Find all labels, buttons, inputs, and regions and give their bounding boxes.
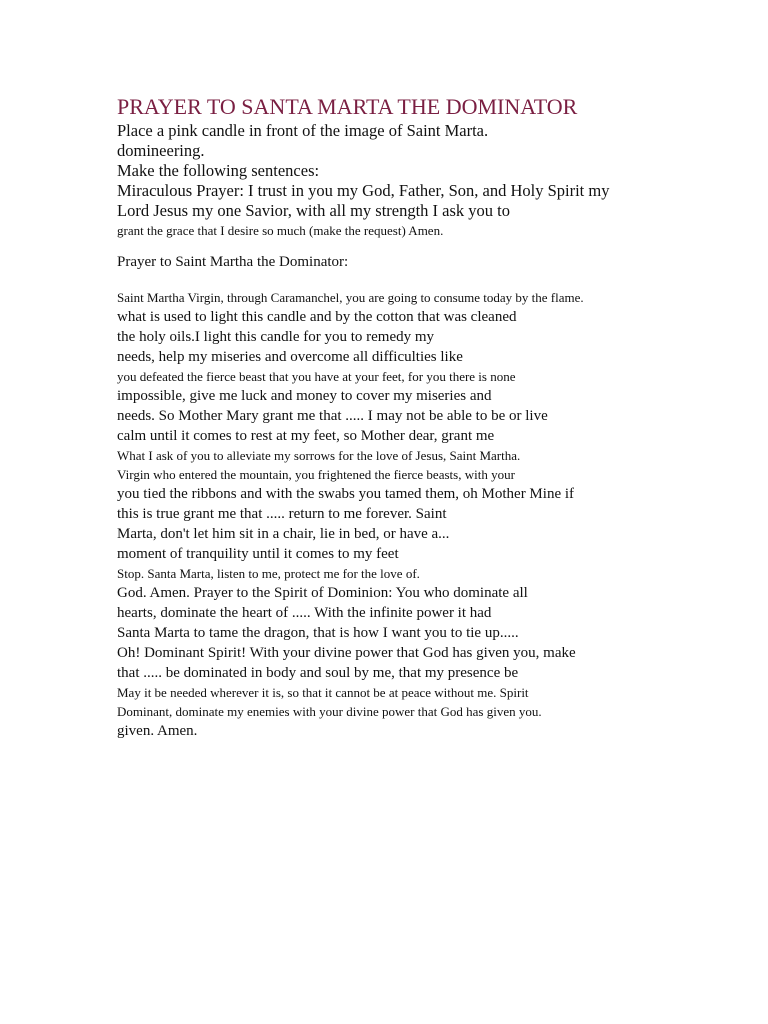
text-line: Saint Martha Virgin, through Caramanchel, you are going to consume today by the flame. <box>117 290 584 305</box>
text-line: Santa Marta to tame the dragon, that is how I want you to tie up..... <box>117 625 519 641</box>
text-line: Stop. Santa Marta, listen to me, protect me for the love of. <box>117 566 420 581</box>
text-line: May it be needed wherever it is, so that it cannot be at peace without me. Spirit <box>117 685 529 700</box>
text-line: Miraculous Prayer: I trust in you my God, Father, Son, and Holy Spirit my <box>117 181 610 200</box>
paragraph-gap <box>117 272 677 288</box>
text-line: Oh! Dominant Spirit! With your divine power that God has given you, make <box>117 645 576 661</box>
paragraph-gap <box>117 240 677 252</box>
text-line: Marta, don't let him sit in a chair, lie in bed, or have a... <box>117 526 450 542</box>
text-line: calm until it comes to rest at my feet, so Mother dear, grant me <box>117 428 495 444</box>
text-line: you tied the ribbons and with the swabs you tamed them, oh Mother Mine if <box>117 486 575 502</box>
text-line: moment of tranquility until it comes to my feet <box>117 546 399 562</box>
section-heading: Prayer to Saint Martha the Dominator: <box>117 254 349 270</box>
text-line: Make the following sentences: <box>117 161 320 180</box>
text-line: God. Amen. Prayer to the Spirit of Dominion: You who dominate all <box>117 585 528 601</box>
text-line: given. Amen. <box>117 723 198 739</box>
text-line: hearts, dominate the heart of ..... With the infinite power it had <box>117 605 492 621</box>
text-line: domineering. <box>117 141 205 160</box>
document-title: PRAYER TO SANTA MARTA THE DOMINATOR <box>117 94 578 119</box>
text-line: what is used to light this candle and by the cotton that was cleaned <box>117 309 517 325</box>
text-line: needs. So Mother Mary grant me that ..... I may not be able to be or live <box>117 408 548 424</box>
document-page <box>117 93 677 741</box>
text-line: that ..... be dominated in body and soul by me, that my presence be <box>117 665 519 681</box>
text-line: Virgin who entered the mountain, you frightened the fierce beasts, with your <box>117 467 515 482</box>
text-line: you defeated the fierce beast that you have at your feet, for you there is none <box>117 369 516 384</box>
text-line: the holy oils.I light this candle for you to remedy my <box>117 329 435 345</box>
text-line: needs, help my miseries and overcome all difficulties like <box>117 349 463 365</box>
text-line: impossible, give me luck and money to cover my miseries and <box>117 388 492 404</box>
text-line: Place a pink candle in front of the image of Saint Marta. <box>117 121 489 140</box>
text-line: this is true grant me that ..... return to me forever. Saint <box>117 506 447 522</box>
text-line: What I ask of you to alleviate my sorrows for the love of Jesus, Saint Martha. <box>117 448 521 463</box>
text-line: grant the grace that I desire so much (make the request) Amen. <box>117 223 444 238</box>
text-line: Lord Jesus my one Savior, with all my strength I ask you to <box>117 201 511 220</box>
text-line: Dominant, dominate my enemies with your divine power that God has given you. <box>117 704 542 719</box>
